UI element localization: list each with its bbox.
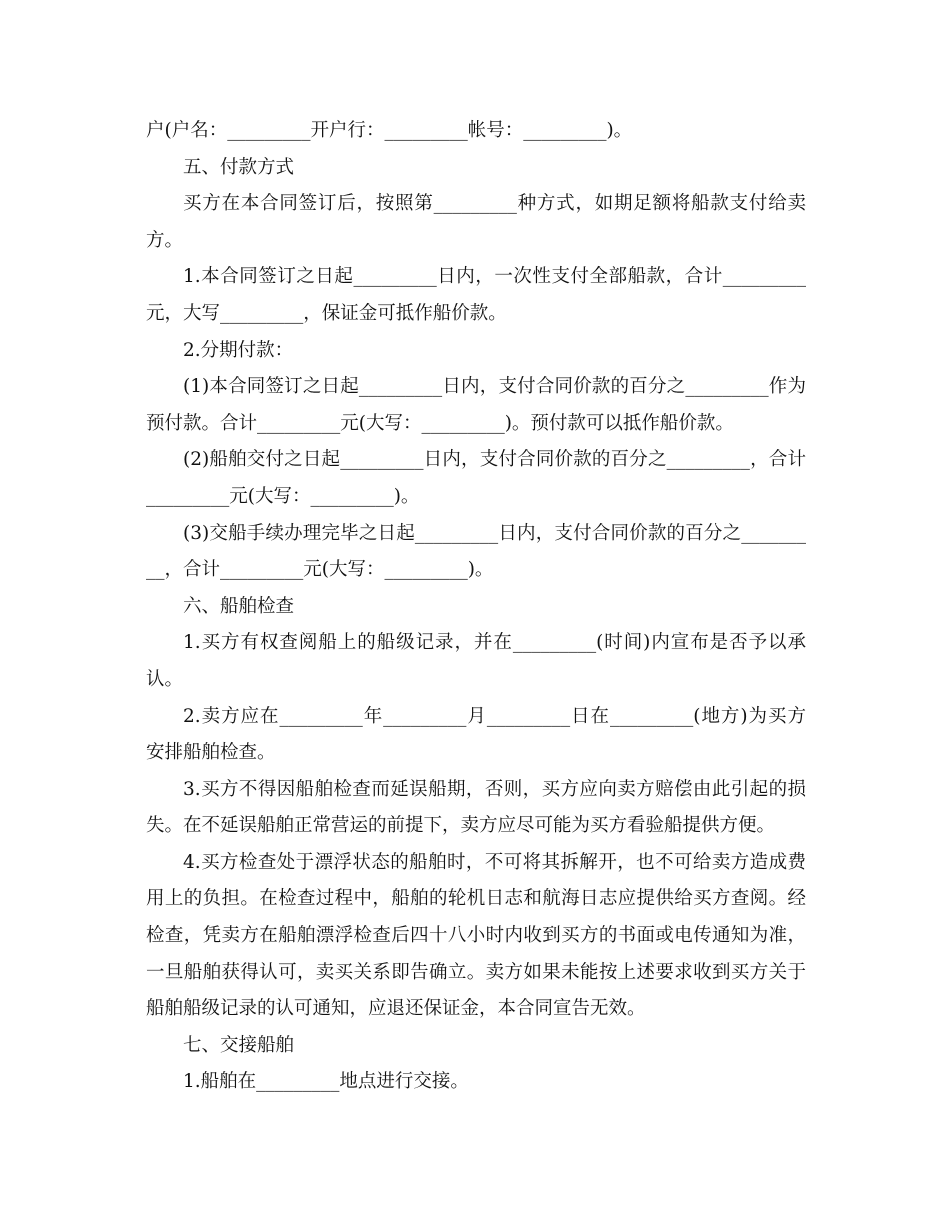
inspection-clause-1: 1.买方有权查阅船上的船级记录，并在_________(时间)内宣布是否予以承认。 <box>146 632 806 690</box>
contract-page-body <box>146 113 806 1101</box>
section-heading-ship-inspection: 六、船舶检查 <box>183 595 295 617</box>
installment-item-3: (3)交船手续办理完毕之日起_________日内，支付合同价款的百分之_________，合计_________元(大写：_________)。 <box>146 522 806 581</box>
payment-clause-installments: 2.分期付款： <box>183 339 294 361</box>
handover-clause-1: 1.船舶在_________地点进行交接。 <box>183 1071 469 1093</box>
installment-item-1: (1)本合同签订之日起_________日内，支付合同价款的百分之_________作为预付款。合计_________元(大写：_________)。预付款可以抵作船价款。 <box>146 376 806 434</box>
section-heading-ship-handover: 七、交接船舶 <box>183 1034 295 1056</box>
inspection-clause-3: 3.买方不得因船舶检查而延误船期，否则，买方应向卖方赔偿由此引起的损失。在不延误船舶正常营运的前提下，卖方应尽可能为买方看验船提供方便。 <box>146 778 806 837</box>
account-info-line: 户(户名：_________开户行：_________帐号：_________)。 <box>146 120 633 141</box>
inspection-clause-2: 2.卖方应在_________年_________月_________日在_________(地方)为买方安排船舶检查。 <box>146 705 806 764</box>
installment-item-2: (2)船舶交付之日起_________日内，支付合同价款的百分之_________，合计_________元(大写：_________)。 <box>146 449 806 507</box>
payment-clause-lump-sum: 1.本合同签订之日起_________日内，一次性支付全部船款，合计_________元，大写_________，保证金可抵作船价款。 <box>146 266 806 324</box>
payment-method-intro: 买方在本合同签订后，按照第_________种方式，如期足额将船款支付给卖方。 <box>146 193 806 251</box>
inspection-clause-4: 4.买方检查处于漂浮状态的船舶时，不可将其拆解开，也不可给卖方造成费用上的负担。在检查过程中，船舶的轮机日志和航海日志应提供给买方查阅。经检查，凭卖方在船舶漂浮检查后四十八小时内收到买方的书面或电传通知为准，一旦船舶获得认可，卖买关系即告确立。卖方如果未能按上述要求收到买方关于船舶船级记录的认可通知，应退还保证金，本合同宣告无效。 <box>146 851 806 1020</box>
section-heading-payment-method: 五、付款方式 <box>183 156 295 178</box>
